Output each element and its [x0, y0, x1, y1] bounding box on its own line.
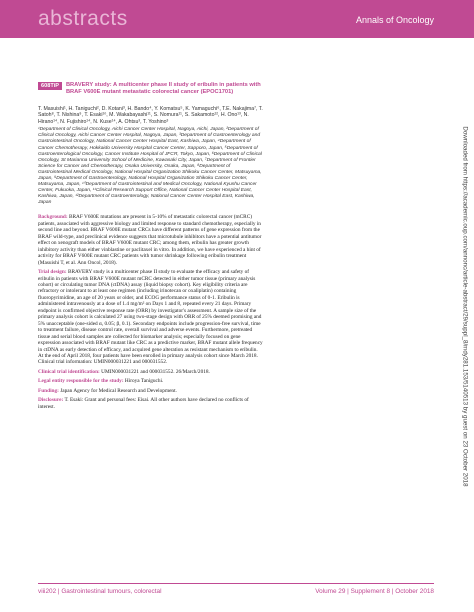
footer-volume-info: Volume 29 | Supplement 8 | October 2018 — [315, 588, 434, 595]
section-title: abstracts — [38, 7, 128, 30]
page-header — [0, 0, 474, 38]
abstract-id-badge: 608TiP — [38, 82, 62, 90]
clinical-id-label: Clinical trial identification: — [38, 368, 100, 375]
funding-paragraph — [38, 388, 264, 394]
disclosure-paragraph — [38, 397, 264, 410]
clinical-id-text: UMIN000031221 and 000031552. 26/March/2018. — [101, 368, 210, 375]
background-paragraph — [38, 214, 264, 266]
legal-entity-paragraph — [38, 378, 264, 384]
trial-design-label: Trial design: — [38, 269, 67, 276]
footer-page-info: viii202 | Gastrointestinal tumours, colorectal — [38, 588, 162, 595]
disclosure-label: Disclosure: — [38, 397, 64, 404]
author-list: T. Masuishi¹, H. Taniguchi², D. Kotani³, H. Bando⁴, Y. Komatsu⁵, K. Yamaguchi⁶, T.E. Nakajima⁷, T. Satoh⁸, T. Nishina⁹, T. Esaki¹⁰, M. Wakabayashi¹¹, S. Nomura¹¹, S. Sakamoto¹², H. Ono¹³, N. Hirano¹⁴, N. Fujishiro¹⁴, N. Kuse¹⁴, A. Ohtsu³, T. Yoshino³ — [38, 106, 263, 125]
abstract-body — [38, 214, 264, 410]
abstract-title: BRAVERY study: A multicenter phase II study of eribulin in patients with BRAF V600E mutant metastatic colorectal cancer (EPOC1701) — [65, 82, 261, 95]
download-watermark: Downloaded from https://academic.oup.com/annonc/article-abstract/29/suppl_8/mdy281.153/5140513 by guest on 23 October 2018 — [461, 126, 469, 487]
funding-text: Japan Agency for Medical Research and Development. — [60, 387, 177, 394]
page-footer — [38, 583, 434, 595]
legal-entity-text: Hiroya Taniguchi. — [124, 378, 164, 385]
affiliation-list: ¹Department of Clinical Oncology, Aichi Cancer Center Hospital, Nagoya, Aichi, Japan, ²Department of Clinical Oncology, Aichi Cancer Center Hospital, Nagoya, Japan, ³Department of Gastroenterology and Gastrointestinal Oncology, National Cancer Center Hospital East, Kashiwa, Japan, ⁴Department of Cancer Chemotherapy, Hokkaido University Hospital Cancer Center, Sapporo, Japan, ⁵Department of Gastroenterological Oncology, Cancer Institute Hospital of JFCR, Tokyo, Japan, ⁶Department of Clinical Oncology, St Marianna University School of Medicine, Kawasaki City, Japan, ⁷Department of Frontier Science for Cancer and Chemotherapy, Osaka University, Osaka, Japan, ⁸Department of Gastrointestinal Medical Oncology, National Hospital Organization Shikoku Cancer Center, Matsuyama, Japan, ⁹Department of Gastroenterology, National Hospital Organization Shikoku Cancer Center, Matsuyama, Japan, ¹⁰Department of Gastrointestinal and Medical Oncology, National Kyushu Cancer Center, Fukuoka, Japan, ¹¹Clinical Research Support Office, National Cancer Center Hospital East, Kashiwa, Japan, ¹²Department of Gastroenterology, National Cancer Center Hospital East, Kashiwa, Japan — [38, 127, 262, 206]
background-label: Background: — [38, 214, 68, 221]
trial-design-text: BRAVERY study is a multicenter phase II study to evaluate the efficacy and safety of eribulin in patients with BRAF V600E mutant mCRC detected in either tumor tissue (primary analysis cohort) or circulating tumor DNA (ctDNA) assay (liquid biopsy cohort). Key eligibility criteria are refractory or intolerant to at least one regimen (including irinotecan or oxaliplatin) containing fluoropyrimidine, an age of 20 years or older, and ECOG performance status of 0-1. Eribulin is administered intravenously at a dose of 1.4 mg/m² on Days 1 and 8, repeated every 21 days. Primary endpoint is confirmed objective response rate (ORR) by investigator's assessment. A sample size of the primary analysis cohort is calculated 27 using two-stage design with ORR of 25% deemed promising and 5% unacceptable (one-sided α, 0.05; β, 0.1). Secondary endpoints include progression-free survival, time to treatment failure, disease control rate, overall survival and adverse events. Furthermore, pretreated tissue and serial blood samples are collected for biomarker analysis; especially focused on gene expression associated with BRAF mutant like CRC as a predictive marker, BRAF mutant allele frequency in ctDNA as early detection of efficacy, and acquired gene alteration as resistant mechanism to eribulin. At the end of April 2018, four patients have been enrolled in primary analysis cohort since March 2018. Clinical trial information: UMIN000031221 and 000031552. — [38, 269, 263, 366]
funding-label: Funding: — [38, 387, 59, 394]
background-text: BRAF V600E mutations are present in 5-10% of metastatic colorectal cancer (mCRC) patients, associated with aggressive biology and limited response to standard chemotherapy, especially in second line and beyond. BRAF V600E mutant CRCs have different patterns of gene expression from the BRAF wild-type, and preclinical evidence suggests that microtubule inhibitors have a potential antitumor effect on xenograft models of BRAF V600E mutant CRC; among them, eribulin has greater growth inhibitory activity than either vinblastine or paclitaxel in vitro. In addition, we have experienced a hint of activity for BRAF V600E mutant CRC patients with tumor shrinkage following eribulin treatment (Masuishi T, et al. Ann Oncol, 2018). — [38, 214, 262, 266]
journal-name: Annals of Oncology — [355, 15, 434, 25]
abstract-article — [38, 82, 264, 413]
trial-design-paragraph — [38, 269, 264, 366]
clinical-id-paragraph — [38, 369, 264, 375]
legal-entity-label: Legal entity responsible for the study: — [38, 378, 124, 385]
abstract-heading — [38, 82, 264, 96]
disclosure-text: T. Esaki: Grant and personal fees: Eisai. All other authors have declared no conflicts of interest. — [38, 397, 249, 410]
